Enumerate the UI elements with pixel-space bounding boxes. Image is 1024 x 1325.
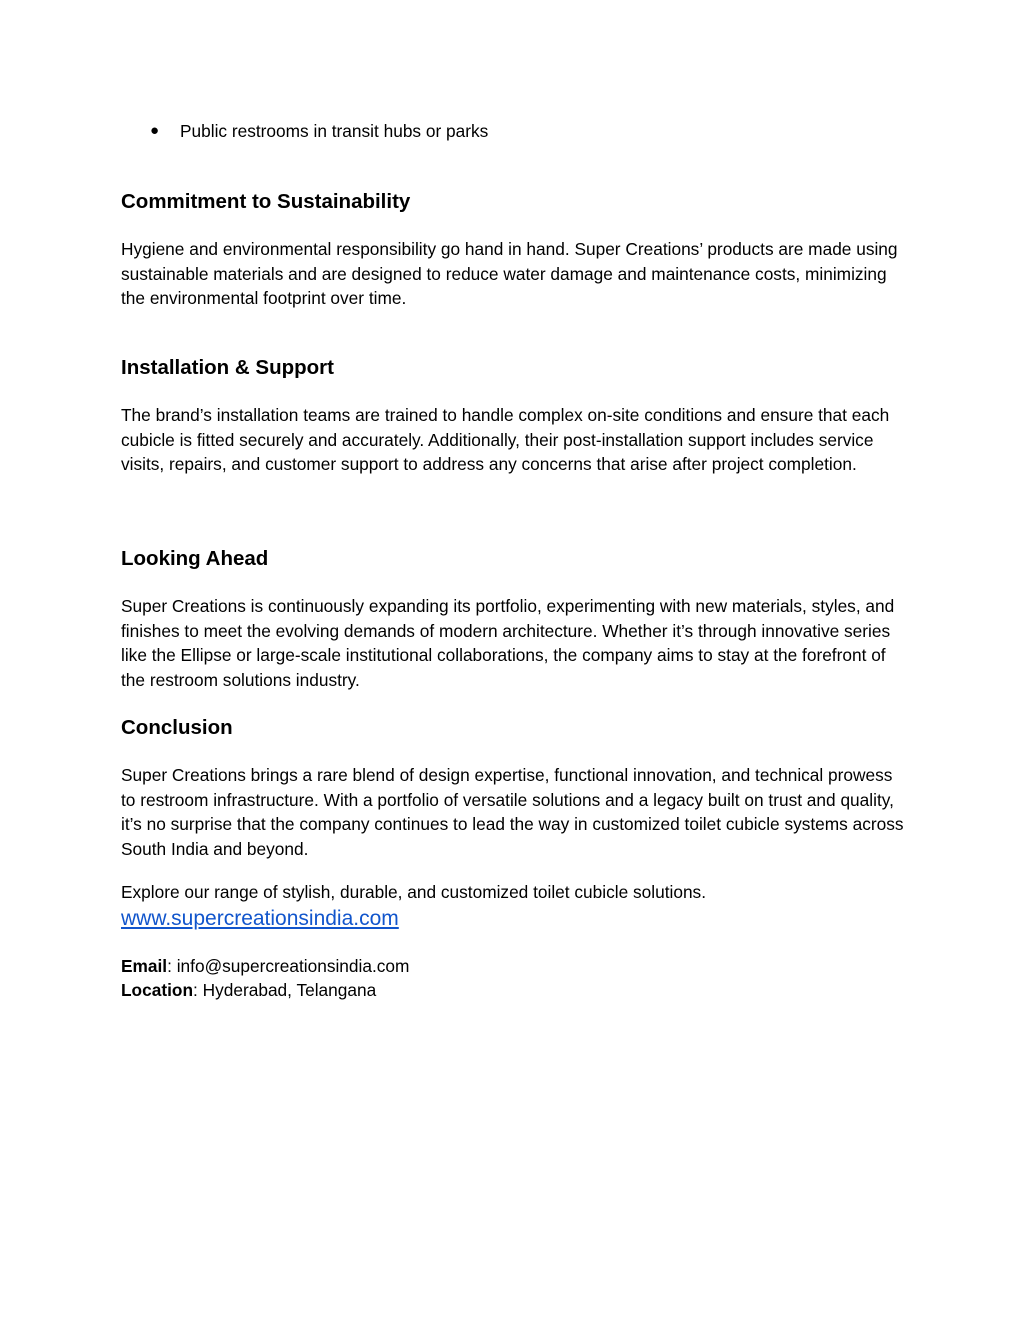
- paragraph-sustainability: Hygiene and environmental responsibility go hand in hand. Super Creations’ products are made using sustainable materials and are designed to reduce water damage and maintenance costs, minimizing the environmental footprint over time.: [121, 239, 898, 308]
- location-line: [121, 978, 376, 1003]
- paragraph-conclusion: Super Creations brings a rare blend of design expertise, functional innovation, and technical prowess to restroom infrastructure. With a portfolio of versatile solutions and a legacy built on trust and quality, it’s no surprise that the company continues to lead the way in customized toilet cubicle systems across South India and beyond.: [121, 765, 904, 859]
- heading-sustainability: Commitment to Sustainability: [121, 190, 411, 213]
- bullet-list-item: [150, 119, 488, 143]
- location-value: : Hyderabad, Telangana: [193, 980, 377, 1000]
- heading-looking-ahead: Looking Ahead: [121, 547, 269, 570]
- cta-text: Explore our range of stylish, durable, and customized toilet cubicle solutions.: [121, 882, 706, 902]
- bullet-icon: ●: [150, 122, 160, 139]
- paragraph-installation: The brand’s installation teams are trained to handle complex on-site conditions and ensure that each cubicle is fitted securely and accurately. Additionally, their post-installation support includes service visits, repairs, and customer support to address any concerns that arise after project completion.: [121, 405, 890, 474]
- heading-installation: Installation & Support: [121, 356, 334, 379]
- email-label: Email: [121, 956, 168, 976]
- website-link[interactable]: www.supercreationsindia.com: [121, 907, 399, 930]
- email-line: [121, 954, 409, 979]
- paragraph-looking-ahead: Super Creations is continuously expanding its portfolio, experimenting with new materials, styles, and finishes to meet the evolving demands of modern architecture. Whether it’s through innovative series like the Ellipse or large-scale institutional collaborations, the company aims to stay at the forefront of the restroom solutions industry.: [121, 596, 895, 690]
- location-label: Location: [121, 980, 194, 1000]
- bullet-text: Public restrooms in transit hubs or parks: [180, 121, 489, 141]
- heading-conclusion: Conclusion: [121, 716, 233, 739]
- email-value: : info@supercreationsindia.com: [167, 956, 410, 976]
